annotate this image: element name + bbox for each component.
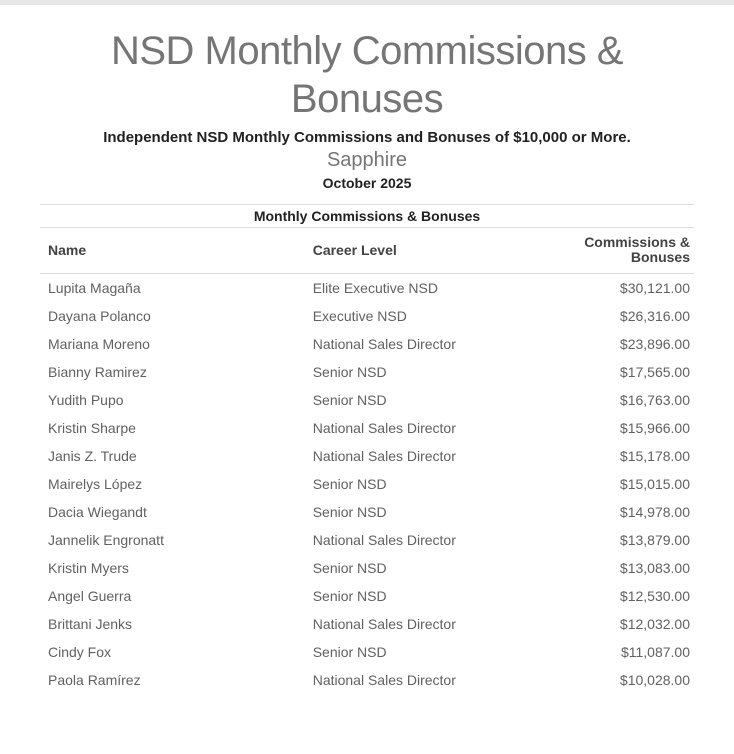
commissions-table [40, 204, 694, 694]
career-level-cell: Executive NSD [312, 307, 407, 324]
table-row [40, 554, 694, 582]
page-title: NSD Monthly Commissions & Bonuses [110, 29, 624, 121]
amount-cell: $13,879.00 [619, 531, 690, 548]
career-level-cell: Senior NSD [312, 363, 387, 380]
name-cell: Yudith Pupo [48, 391, 124, 408]
commissions-data-table [40, 228, 694, 694]
name-cell: Mariana Moreno [48, 335, 150, 352]
name-cell: Dacia Wiegandt [48, 503, 147, 520]
amount-cell: $17,565.00 [619, 363, 690, 380]
name-cell: Jannelik Engronatt [48, 531, 164, 548]
table-row [40, 414, 694, 442]
name-cell: Mairelys López [48, 475, 143, 492]
amount-cell: $16,763.00 [619, 391, 690, 408]
amount-cell: $30,121.00 [619, 279, 690, 296]
table-caption: Monthly Commissions & Bonuses [40, 204, 694, 228]
table-row [40, 666, 694, 694]
name-cell: Dayana Polanco [48, 307, 151, 324]
career-level-cell: National Sales Director [312, 419, 456, 436]
table-row [40, 638, 694, 666]
amount-cell: $11,087.00 [620, 643, 690, 660]
career-level-cell: Senior NSD [312, 391, 387, 408]
name-cell: Brittani Jenks [48, 615, 133, 632]
report-subtitle: Independent NSD Monthly Commissions and Bonuses of $10,000 or More. [103, 129, 631, 146]
name-cell: Angel Guerra [48, 587, 132, 604]
name-cell: Kristin Sharpe [48, 419, 136, 436]
report-period: October 2025 [322, 175, 412, 191]
table-row [40, 386, 694, 414]
amount-cell: $15,015.00 [619, 475, 690, 492]
career-level-cell: Elite Executive NSD [312, 279, 438, 296]
amount-cell: $23,896.00 [619, 335, 690, 352]
table-row [40, 526, 694, 554]
amount-cell: $15,966.00 [619, 419, 690, 436]
name-cell: Cindy Fox [48, 643, 112, 660]
amount-cell: $12,032.00 [619, 615, 690, 632]
table-row [40, 498, 694, 526]
name-cell: Paola Ramírez [48, 671, 141, 688]
amount-cell: $10,028.00 [619, 671, 690, 688]
table-row [40, 582, 694, 610]
column-header-commissions: Commissions & Bonuses [535, 228, 694, 274]
table-row [40, 470, 694, 498]
table-row [40, 274, 694, 303]
amount-cell: $26,316.00 [619, 307, 690, 324]
career-level-cell: National Sales Director [312, 531, 456, 548]
table-row [40, 358, 694, 386]
career-level-cell: Senior NSD [312, 587, 387, 604]
name-cell: Lupita Magaña [48, 279, 141, 296]
career-level-cell: National Sales Director [312, 447, 456, 464]
table-header-row [40, 228, 694, 274]
column-header-career-level: Career Level [313, 228, 535, 274]
table-row [40, 330, 694, 358]
group-name: Sapphire [326, 149, 408, 171]
name-cell: Janis Z. Trude [48, 447, 137, 464]
table-row [40, 610, 694, 638]
column-header-name: Name [40, 228, 313, 274]
amount-cell: $13,083.00 [619, 559, 690, 576]
career-level-cell: Senior NSD [312, 503, 387, 520]
career-level-cell: Senior NSD [312, 643, 387, 660]
amount-cell: $12,530.00 [619, 587, 690, 604]
career-level-cell: National Sales Director [312, 335, 456, 352]
table-row [40, 302, 694, 330]
table-row [40, 442, 694, 470]
name-cell: Bianny Ramirez [48, 363, 147, 380]
career-level-cell: Senior NSD [312, 475, 387, 492]
career-level-cell: National Sales Director [312, 615, 456, 632]
career-level-cell: Senior NSD [312, 559, 387, 576]
amount-cell: $14,978.00 [619, 503, 690, 520]
name-cell: Kristin Myers [48, 559, 129, 576]
top-edge-strip [0, 0, 734, 5]
career-level-cell: National Sales Director [312, 671, 456, 688]
amount-cell: $15,178.00 [619, 447, 690, 464]
